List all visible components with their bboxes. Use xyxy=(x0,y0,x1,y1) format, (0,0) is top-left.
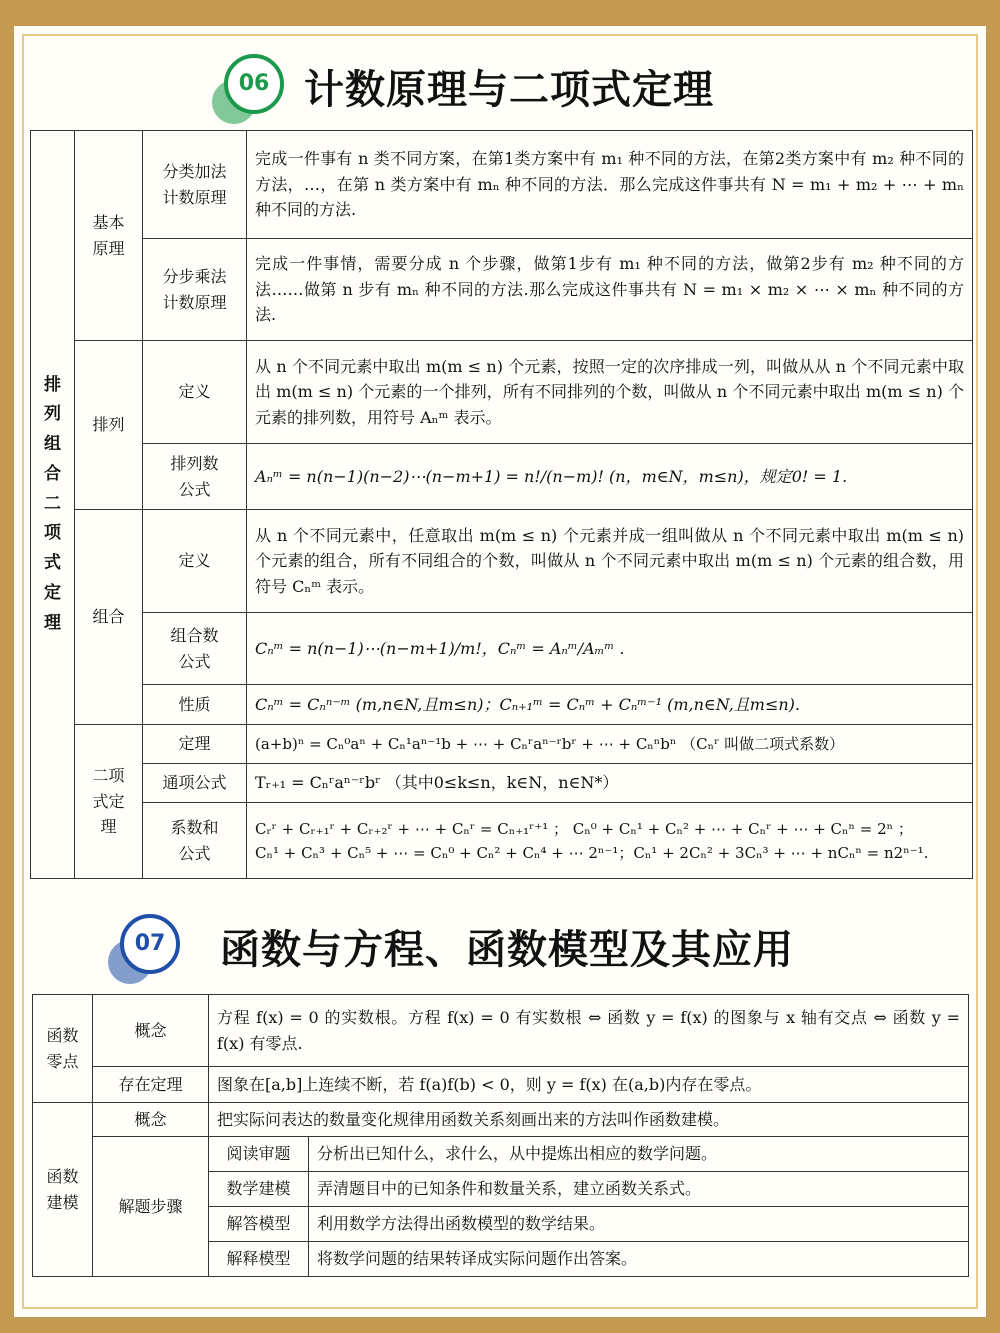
binom-thm-label: 定理 xyxy=(143,725,247,764)
section-06-header xyxy=(208,40,768,130)
coef-sum-line-2: Cₙ¹ + Cₙ³ + Cₙ⁵ + ⋯ = Cₙ⁰ + Cₙ² + Cₙ⁴ + ⋯ 2ⁿ⁻¹；Cₙ¹ + 2Cₙ² + 3Cₙ³ + ⋯ + nCₙⁿ = n2ⁿ⁻¹. xyxy=(255,843,929,862)
mul-principle-label: 分步乘法计数原理 xyxy=(143,239,247,341)
step-text: 分析出已知什么，求什么，从中提炼出相应的数学问题。 xyxy=(309,1137,969,1172)
section-06-table xyxy=(30,130,973,879)
model-label: 函数建模 xyxy=(33,1103,93,1277)
group-perm: 排列 xyxy=(75,341,143,510)
general-term-label: 通项公式 xyxy=(143,764,247,803)
comb-def-text: 从 n 个不同元素中，任意取出 m(m ≤ n) 个元素并成一组叫做从 n 个不同元素中取出 m(m ≤ n) 个元素的组合，所有不同组合的个数，叫做从 n 个不同元素中取出 m(m ≤ n) 个元素的组合数，用符号 Cₙᵐ 表示。 xyxy=(247,510,973,613)
perm-formula: Aₙᵐ = n(n−1)(n−2)⋯(n−m+1) = n!/(n−m)! (n，m∈N，m≤n)，规定0! = 1. xyxy=(247,444,973,510)
coef-sum-label: 系数和公式 xyxy=(143,803,247,879)
comb-def-label: 定义 xyxy=(143,510,247,613)
perm-def-text: 从 n 个不同元素中取出 m(m ≤ n) 个元素，按照一定的次序排成一列，叫做从从 n 个不同元素中取出 m(m ≤ n) 个元素的一个排列，所有不同排列的个数，叫做从 n 个不同元素中取出 m(m ≤ n) 个元素的排列数，用符号 Aₙᵐ 表示。 xyxy=(247,341,973,444)
group-basic: 基本原理 xyxy=(75,131,143,341)
zero-exist-label: 存在定理 xyxy=(93,1067,209,1103)
section-07-table xyxy=(32,994,969,1277)
step-name: 解答模型 xyxy=(209,1207,309,1242)
step-text: 利用数学方法得出函数模型的数学结果。 xyxy=(309,1207,969,1242)
comb-prop: Cₙᵐ = Cₙⁿ⁻ᵐ (m,n∈N,且m≤n)；Cₙ₊₁ᵐ = Cₙᵐ + Cₙᵐ⁻¹ (m,n∈N,且m≤n). xyxy=(247,685,973,725)
coef-sum-line-1: Cᵣʳ + Cᵣ₊₁ʳ + Cᵣ₊₂ʳ + ⋯ + Cₙʳ = Cₙ₊₁ʳ⁺¹ ； Cₙ⁰ + Cₙ¹ + Cₙ² + ⋯ + Cₙʳ + ⋯ + Cₙⁿ = 2ⁿ ； xyxy=(255,819,913,838)
group-comb: 组合 xyxy=(75,510,143,725)
section-07-header xyxy=(104,900,824,990)
step-name: 数学建模 xyxy=(209,1172,309,1207)
section-06-badge xyxy=(218,48,290,120)
group-binom: 二项式定理 xyxy=(75,725,143,879)
section-07-title: 函数与方程、函数模型及其应用 xyxy=(220,927,794,973)
zero-concept-label: 概念 xyxy=(93,995,209,1067)
comb-formula: Cₙᵐ = n(n−1)⋯(n−m+1)/m!，Cₙᵐ = Aₙᵐ/Aₘᵐ . xyxy=(247,613,973,685)
step-name: 解释模型 xyxy=(209,1242,309,1277)
model-concept-label: 概念 xyxy=(93,1103,209,1137)
add-principle-label: 分类加法计数原理 xyxy=(143,131,247,239)
model-concept-text: 把实际问表达的数量变化规律用函数关系刻画出来的方法叫作函数建模。 xyxy=(209,1103,969,1137)
step-text: 将数学问题的结果转译成实际问题作出答案。 xyxy=(309,1242,969,1277)
section-06-number: 06 xyxy=(238,71,270,96)
model-steps-label: 解题步骤 xyxy=(93,1137,209,1277)
section-06-title: 计数原理与二项式定理 xyxy=(304,67,714,113)
perm-def-label: 定义 xyxy=(143,341,247,444)
vertical-label: 排列组合二项式定理 xyxy=(31,131,75,879)
section-07-number: 07 xyxy=(134,931,166,956)
step-name: 阅读审题 xyxy=(209,1137,309,1172)
comb-formula-label: 组合数公式 xyxy=(143,613,247,685)
general-term: Tᵣ₊₁ = Cₙʳaⁿ⁻ʳbʳ （其中0≤k≤n，k∈N，n∈N*） xyxy=(247,764,973,803)
coef-sum xyxy=(247,803,973,879)
binom-thm: (a+b)ⁿ = Cₙ⁰aⁿ + Cₙ¹aⁿ⁻¹b + ⋯ + Cₙʳaⁿ⁻ʳbʳ + ⋯ + Cₙⁿbⁿ （Cₙʳ 叫做二项式系数） xyxy=(247,725,973,764)
comb-prop-label: 性质 xyxy=(143,685,247,725)
section-07-badge xyxy=(114,908,186,980)
mul-principle-text: 完成一件事情，需要分成 n 个步骤，做第1步有 m₁ 种不同的方法，做第2步有 m₂ 种不同的方法……做第 n 步有 mₙ 种不同的方法.那么完成这件事共有 N = m₁ × m₂ × ⋯ × mₙ 种不同的方法. xyxy=(247,239,973,341)
zero-exist-text: 图象在[a,b]上连续不断，若 f(a)f(b) < 0，则 y = f(x) 在(a,b)内存在零点。 xyxy=(209,1067,969,1103)
step-text: 弄清题目中的已知条件和数量关系，建立函数关系式。 xyxy=(309,1172,969,1207)
perm-formula-label: 排列数公式 xyxy=(143,444,247,510)
zero-concept-text: 方程 f(x) = 0 的实数根。方程 f(x) = 0 有实数根 ⇔ 函数 y = f(x) 的图象与 x 轴有交点 ⇔ 函数 y = f(x) 有零点. xyxy=(209,995,969,1067)
zero-label: 函数零点 xyxy=(33,995,93,1103)
add-principle-text: 完成一件事有 n 类不同方案，在第1类方案中有 m₁ 种不同的方法，在第2类方案中有 m₂ 种不同的方法，…，在第 n 类方案中有 mₙ 种不同的方法．那么完成这件事共有 N = m₁ + m₂ + ⋯ + mₙ 种不同的方法. xyxy=(247,131,973,239)
